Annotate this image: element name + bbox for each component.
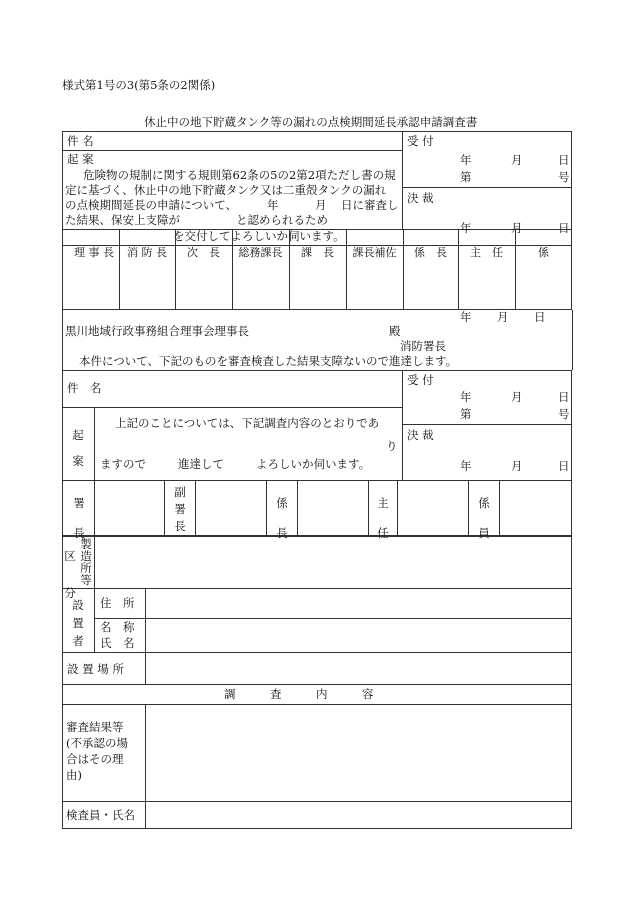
approver-divider: [289, 229, 290, 310]
mid-kian-label: 起 案: [72, 428, 84, 468]
kian-label: 起 案: [67, 152, 94, 166]
approver-rijicho: 理 事 長: [74, 246, 114, 259]
approver-kakaricho: 係 長: [414, 246, 447, 259]
approver-jicho: 次 長: [187, 246, 220, 259]
notice-body: 本件について、下記のものを審査検査した結果支障ないので進達します。: [79, 354, 458, 368]
uketsuke-label: 受 付: [407, 134, 434, 148]
approver-shobocho: 消 防 長: [127, 246, 167, 259]
approver-kachohosa: 課長補佐: [352, 246, 397, 259]
setchisha-label: 設置者: [72, 598, 84, 648]
approver-somukacho: 総務課長: [238, 246, 283, 259]
kensain-label: 検査員・氏名: [66, 808, 135, 822]
mid-kenmei-label: 件 名: [67, 381, 102, 395]
mid-section: [62, 370, 572, 536]
shinsa-kekka-label: 審査結果等: [66, 720, 124, 734]
meisho-label: 名 称: [100, 620, 135, 634]
approver-divider: [346, 229, 347, 310]
mid-kessai-label: 決 裁: [407, 428, 434, 442]
stamp-kakaricho: 係長: [276, 496, 288, 540]
approver-divider: [458, 229, 459, 310]
stamp-shunin: 主任: [377, 496, 389, 540]
form-number: 様式第1号の3(第5条の2関係): [62, 78, 216, 92]
approver-divider: [119, 229, 120, 310]
kubun-label: 区分: [64, 549, 76, 600]
approver-kacho: 課 長: [301, 246, 334, 259]
mid-kian-line-1: 上記のことについては、下記調査内容のとおりであ: [115, 416, 380, 430]
approver-divider: [403, 229, 404, 310]
chosa-naiyo-heading: 調 査 内 容: [224, 687, 374, 701]
addressee: 黒川地域行政事務組合理事会理事長: [65, 324, 249, 338]
mid-uketsuke-label: 受 付: [407, 373, 434, 387]
approver-divider: [232, 229, 233, 310]
stamp-shocho: 署長: [73, 496, 85, 540]
form-title: 休止中の地下貯蔵タンク等の漏れの点検期間延長承認申請調査書: [144, 115, 478, 129]
kenmei-label: 件 名: [67, 134, 94, 148]
from-chief: 消防署長: [400, 339, 446, 353]
shimei-label: 氏 名: [100, 636, 135, 650]
approver-shunin: 主 任: [470, 246, 503, 259]
stamp-kakariin: 係員: [478, 496, 490, 540]
setchi-basho-label: 設 置 場 所: [67, 662, 124, 676]
approver-divider: [515, 229, 516, 310]
kessai-label: 決 裁: [407, 191, 434, 205]
kubun-items: 製造所等: [80, 537, 92, 587]
lower-section: [62, 536, 572, 829]
stamp-fuku-shocho: 副署長: [174, 485, 186, 533]
kian-line-2: 定に基づく、休止中の地下貯蔵タンク又は二重殻タンクの漏れ: [65, 183, 387, 197]
approver-kakari: 係: [538, 246, 549, 259]
approver-divider: [175, 229, 176, 310]
kian-line-1: 危険物の規制に関する規則第62条の5の2第2項ただし書の規: [83, 168, 396, 182]
jusho-label: 住 所: [100, 596, 135, 610]
